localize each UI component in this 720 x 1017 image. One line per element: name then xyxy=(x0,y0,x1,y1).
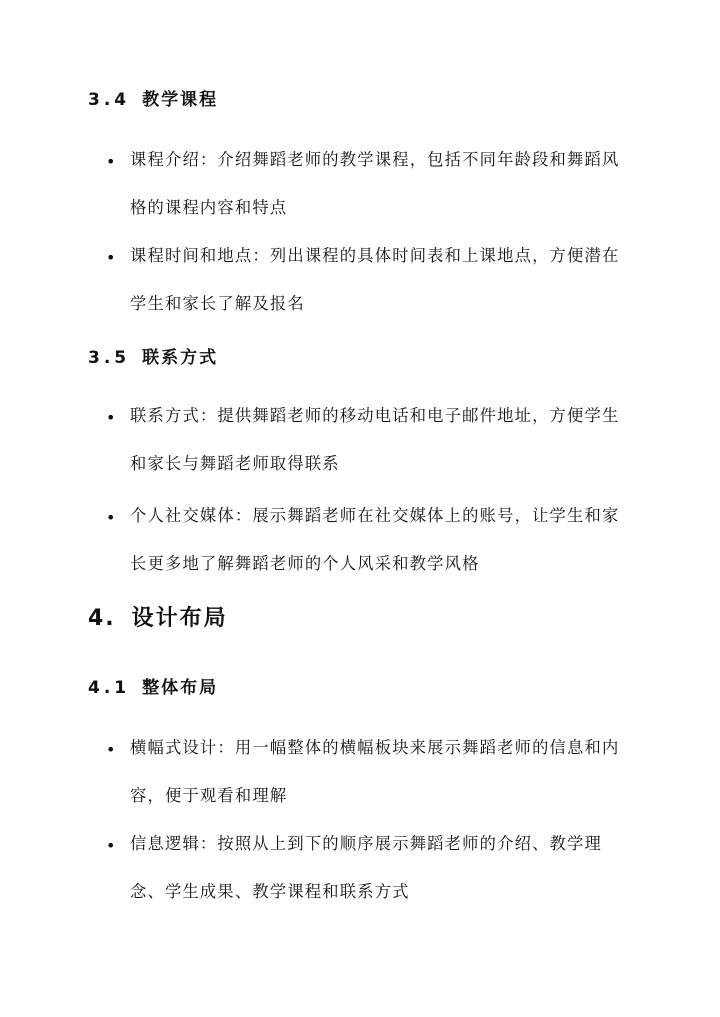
chapter-number: 4. xyxy=(88,606,116,631)
bullet-icon: • xyxy=(106,408,116,427)
list-item: 横幅式设计：用一幅整体的横幅板块来展示舞蹈老师的信息和内容，便于观看和理解 xyxy=(130,738,620,805)
section-number: 3.5 xyxy=(88,348,131,368)
list-item: 个人社交媒体：展示舞蹈老师在社交媒体上的账号，让学生和家长更多地了解舞蹈老师的个人风采和教学风格 xyxy=(130,506,620,573)
list-item: 信息逻辑：按照从上到下的顺序展示舞蹈老师的介绍、教学理念、学生成果、教学课程和联系方式 xyxy=(130,834,602,901)
section-title: 联系方式 xyxy=(142,348,219,368)
bullet-icon: • xyxy=(106,152,116,171)
chapter-title: 设计布局 xyxy=(131,606,228,631)
section-heading-3-5 xyxy=(88,346,218,370)
bullet-icon: • xyxy=(106,740,116,759)
bullet-icon: • xyxy=(106,508,116,527)
chapter-heading-4 xyxy=(88,604,228,634)
list-item: 课程介绍：介绍舞蹈老师的教学课程，包括不同年龄段和舞蹈风格的课程内容和特点 xyxy=(130,150,620,217)
bullet-icon: • xyxy=(106,248,116,267)
list-item: 课程时间和地点：列出课程的具体时间表和上课地点，方便潜在学生和家长了解及报名 xyxy=(130,246,620,313)
bullet-icon: • xyxy=(106,836,116,855)
section-number: 3.4 xyxy=(88,90,131,110)
list-item: 联系方式：提供舞蹈老师的移动电话和电子邮件地址，方便学生和家长与舞蹈老师取得联系 xyxy=(130,406,620,473)
section-number: 4.1 xyxy=(88,678,131,698)
section-title: 教学课程 xyxy=(142,90,219,110)
section-title: 整体布局 xyxy=(142,678,219,698)
section-heading-3-4 xyxy=(88,88,218,112)
section-heading-4-1 xyxy=(88,676,218,700)
